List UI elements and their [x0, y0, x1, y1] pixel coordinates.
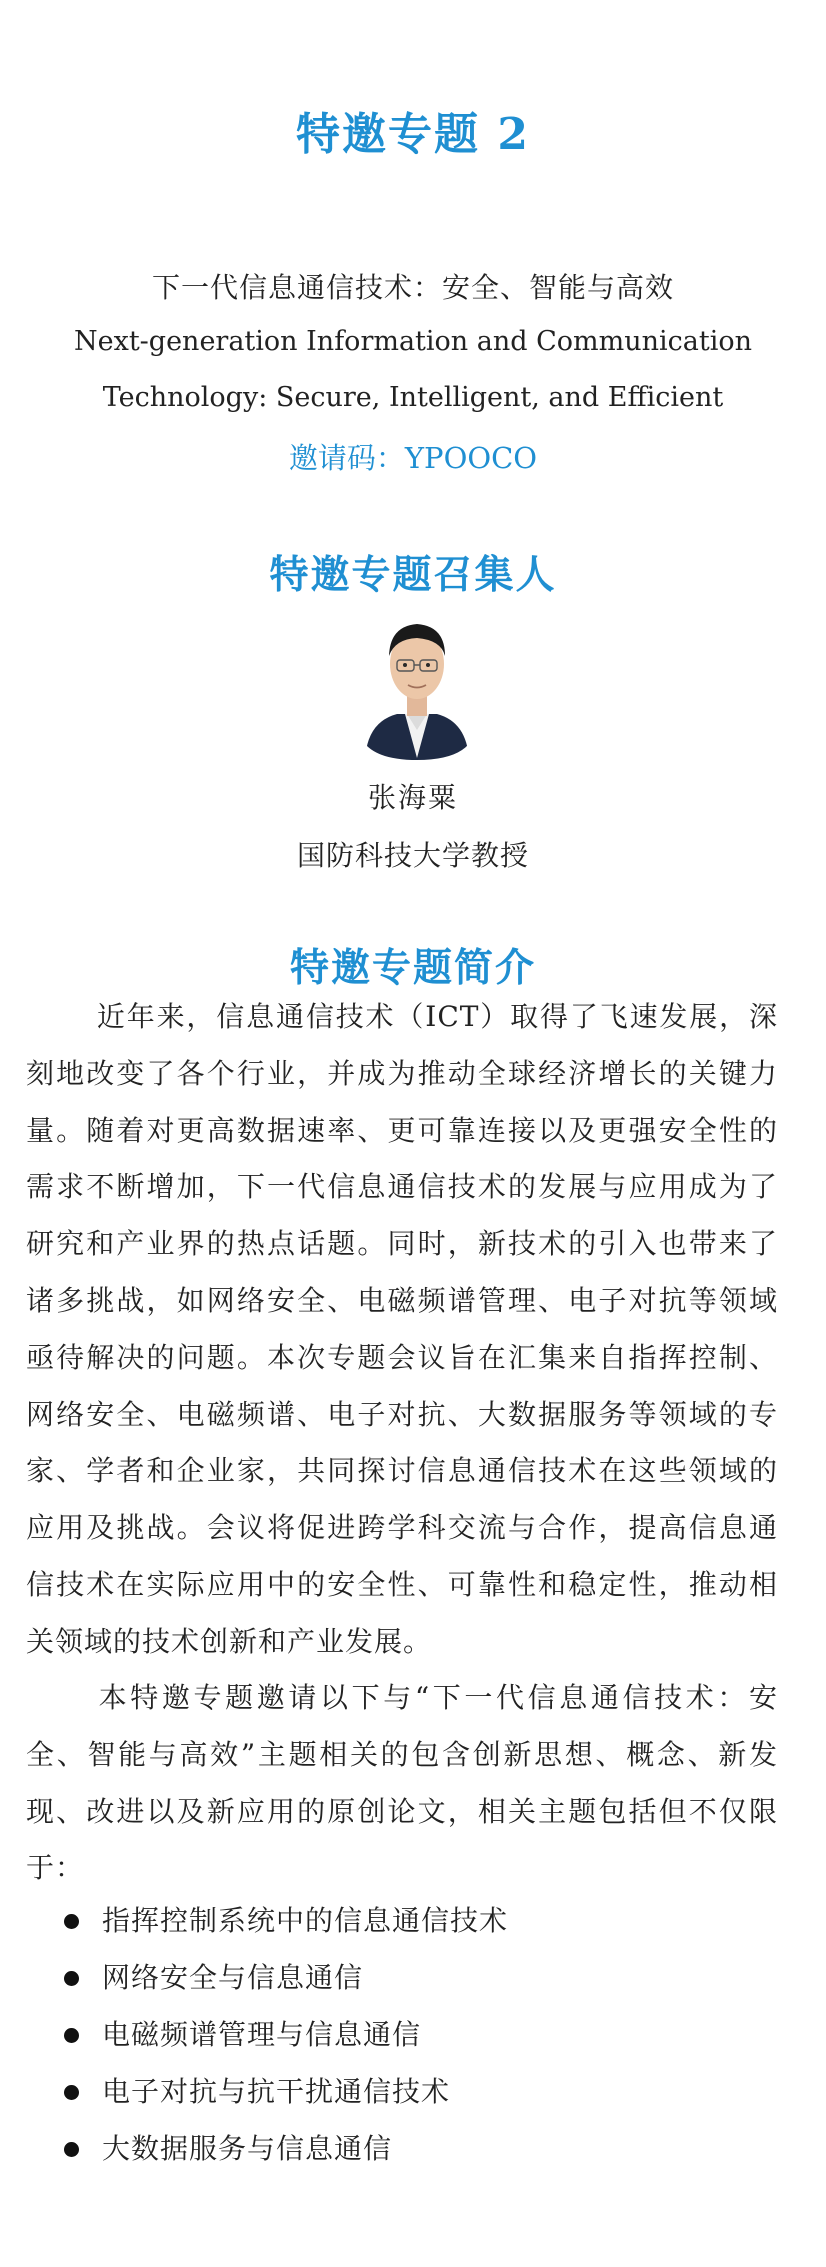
list-item — [60, 2120, 780, 2177]
bullet-icon — [64, 1971, 79, 1986]
bullet-icon — [64, 1914, 79, 1929]
bullet-icon — [64, 2142, 79, 2157]
list-item — [60, 1892, 780, 1949]
page-title: 特邀专题 2 — [296, 109, 530, 160]
list-item-label: 电子对抗与抗干扰通信技术 — [102, 2075, 451, 2108]
list-item — [60, 1949, 780, 2006]
topic-title-en-line1: Next-generation Information and Communication — [73, 326, 752, 357]
list-item-label: 大数据服务与信息通信 — [102, 2132, 393, 2165]
bullet-icon — [64, 2085, 79, 2100]
list-item-label: 电磁频谱管理与信息通信 — [102, 2018, 422, 2051]
convener-affiliation: 国防科技大学教授 — [296, 839, 529, 872]
list-item — [60, 2063, 780, 2120]
list-item — [60, 2006, 780, 2063]
list-item-label: 指挥控制系统中的信息通信技术 — [102, 1904, 509, 1937]
topic-list — [60, 1892, 780, 2177]
convener-name: 张海粟 — [367, 781, 458, 814]
convener-section-title: 特邀专题召集人 — [269, 552, 557, 598]
bullet-icon — [64, 2028, 79, 2043]
intro-paragraph-2 — [26, 1670, 778, 1897]
topic-title-cn: 下一代信息通信技术：安全、智能与高效 — [151, 271, 674, 304]
topic-title-en-line2: Technology: Secure, Intelligent, and Efficient — [102, 382, 724, 413]
intro-paragraph-1 — [26, 989, 778, 1671]
intro-section-title: 特邀专题简介 — [289, 945, 536, 991]
list-item-label: 网络安全与信息通信 — [102, 1961, 364, 1994]
intro-paragraph-2-text: 本特邀专题邀请以下与“下一代信息通信技术：安全、智能与高效”主题相关的包含创新思想、概念、新发现、改进以及新应用的原创论文，相关主题包括但不仅限于： — [26, 1681, 778, 1885]
invite-code: 邀请码：YPOOCO — [288, 441, 538, 475]
convener-photo — [357, 608, 477, 760]
intro-paragraph-1-text: 近年来，信息通信技术（ICT）取得了飞速发展，深刻地改变了各个行业，并成为推动全球经济增长的关键力量。随着对更高数据速率、更可靠连接以及更强安全性的需求不断增加，下一代信息通信技术的发展与应用成为了研究和产业界的热点话题。同时，新技术的引入也带来了诸多挑战，如网络安全、电磁频谱管理、电子对抗等领域亟待解决的问题。本次专题会议旨在汇集来自指挥控制、网络安全、电磁频谱、电子对抗、大数据服务等领域的专家、学者和企业家，共同探讨信息通信技术在这些领域的应用及挑战。会议将促进跨学科交流与合作，提高信息通信技术在实际应用中的安全性、可靠性和稳定性，推动相关领域的技术创新和产业发展。 — [26, 1000, 778, 1658]
